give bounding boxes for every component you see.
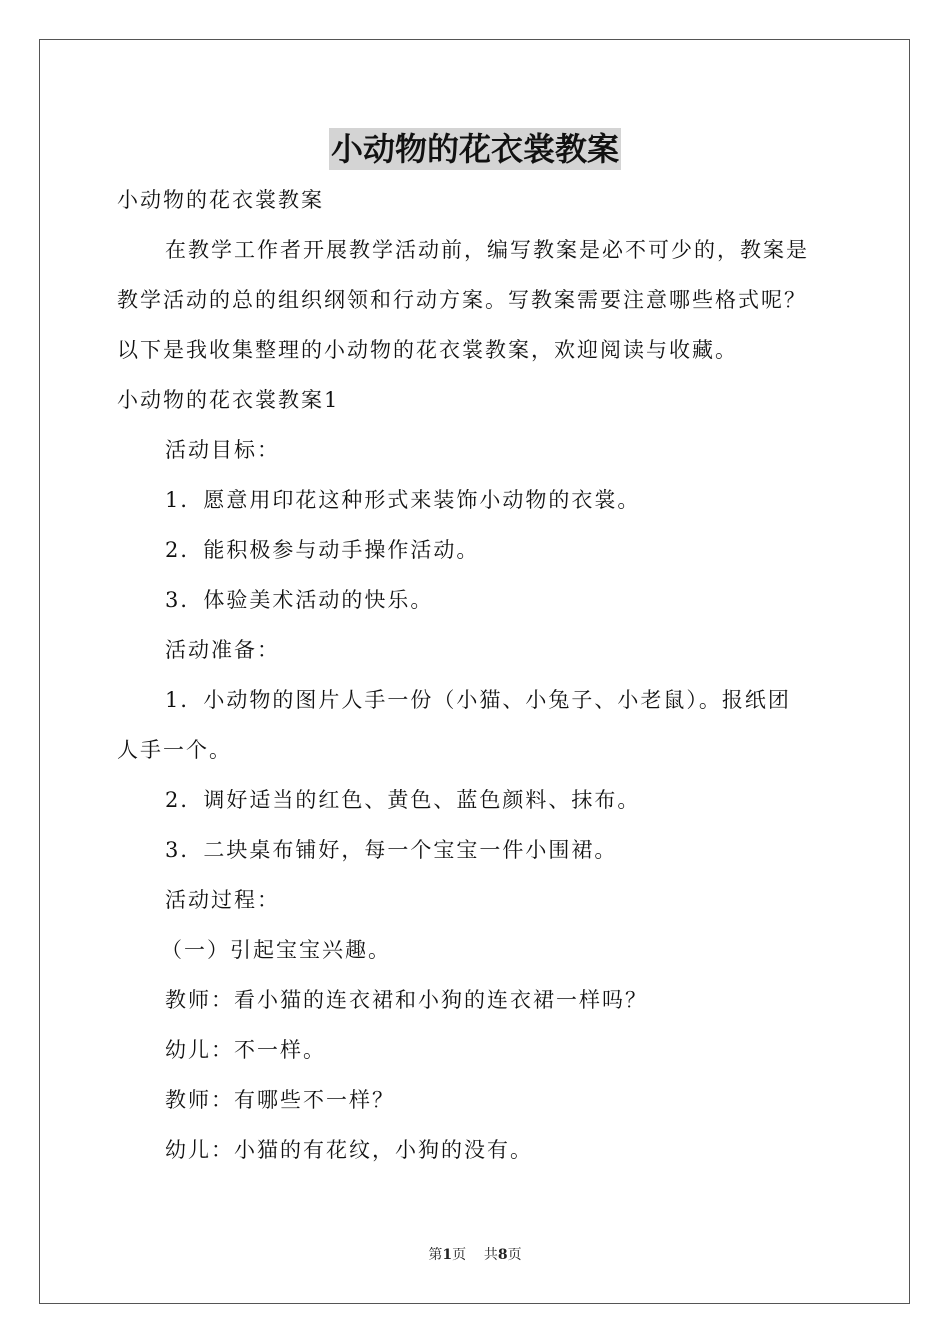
paragraph-intro-line-3: 以下是我收集整理的小动物的花衣裳教案，欢迎阅读与收藏。 xyxy=(117,338,738,362)
paragraph-subtitle: 小动物的花衣裳教案 xyxy=(117,188,324,212)
total-prefix: 共 xyxy=(483,1247,498,1263)
process-heading: 活动过程： xyxy=(165,888,280,912)
goals-heading: 活动目标： xyxy=(165,438,280,462)
dialogue-line-1: 教师：看小猫的连衣裙和小狗的连衣裙一样吗？ xyxy=(165,988,648,1012)
goal-item-1: 1．愿意用印花这种形式来装饰小动物的衣裳。 xyxy=(165,488,641,512)
page-footer xyxy=(0,1245,950,1265)
document-title: 小动物的花衣裳教案 xyxy=(330,130,619,168)
preparation-item-3: 3．二块桌布铺好，每一个宝宝一件小围裙。 xyxy=(165,838,618,862)
process-step-1: （一）引起宝宝兴趣。 xyxy=(161,938,391,962)
preparation-heading: 活动准备： xyxy=(165,638,280,662)
paragraph-intro-line-1: 在教学工作者开展教学活动前，编写教案是必不可少的，教案是 xyxy=(165,238,809,262)
paragraph-intro-line-2: 教学活动的总的组织纲领和行动方案。写教案需要注意哪些格式呢？ xyxy=(117,288,807,312)
goal-item-2: 2．能积极参与动手操作活动。 xyxy=(165,538,480,562)
dialogue-line-2: 幼儿：不一样。 xyxy=(165,1038,326,1062)
dialogue-line-3: 教师：有哪些不一样？ xyxy=(165,1088,395,1112)
goal-item-3: 3．体验美术活动的快乐。 xyxy=(165,588,434,612)
page-suffix: 页 xyxy=(452,1247,467,1263)
page-prefix: 第 xyxy=(428,1247,443,1263)
title-container xyxy=(0,128,950,170)
total-pages: 8 xyxy=(497,1247,508,1263)
total-suffix: 页 xyxy=(507,1247,522,1263)
preparation-item-1-line-1: 1．小动物的图片人手一份（小猫、小兔子、小老鼠）。报纸团 xyxy=(165,688,791,712)
section-heading: 小动物的花衣裳教案1 xyxy=(117,388,340,412)
page-number: 1 xyxy=(442,1247,453,1263)
preparation-item-1-line-2: 人手一个。 xyxy=(117,738,232,762)
dialogue-line-4: 幼儿：小猫的有花纹，小狗的没有。 xyxy=(165,1138,533,1162)
preparation-item-2: 2．调好适当的红色、黄色、蓝色颜料、抹布。 xyxy=(165,788,641,812)
document-body xyxy=(117,175,837,1175)
